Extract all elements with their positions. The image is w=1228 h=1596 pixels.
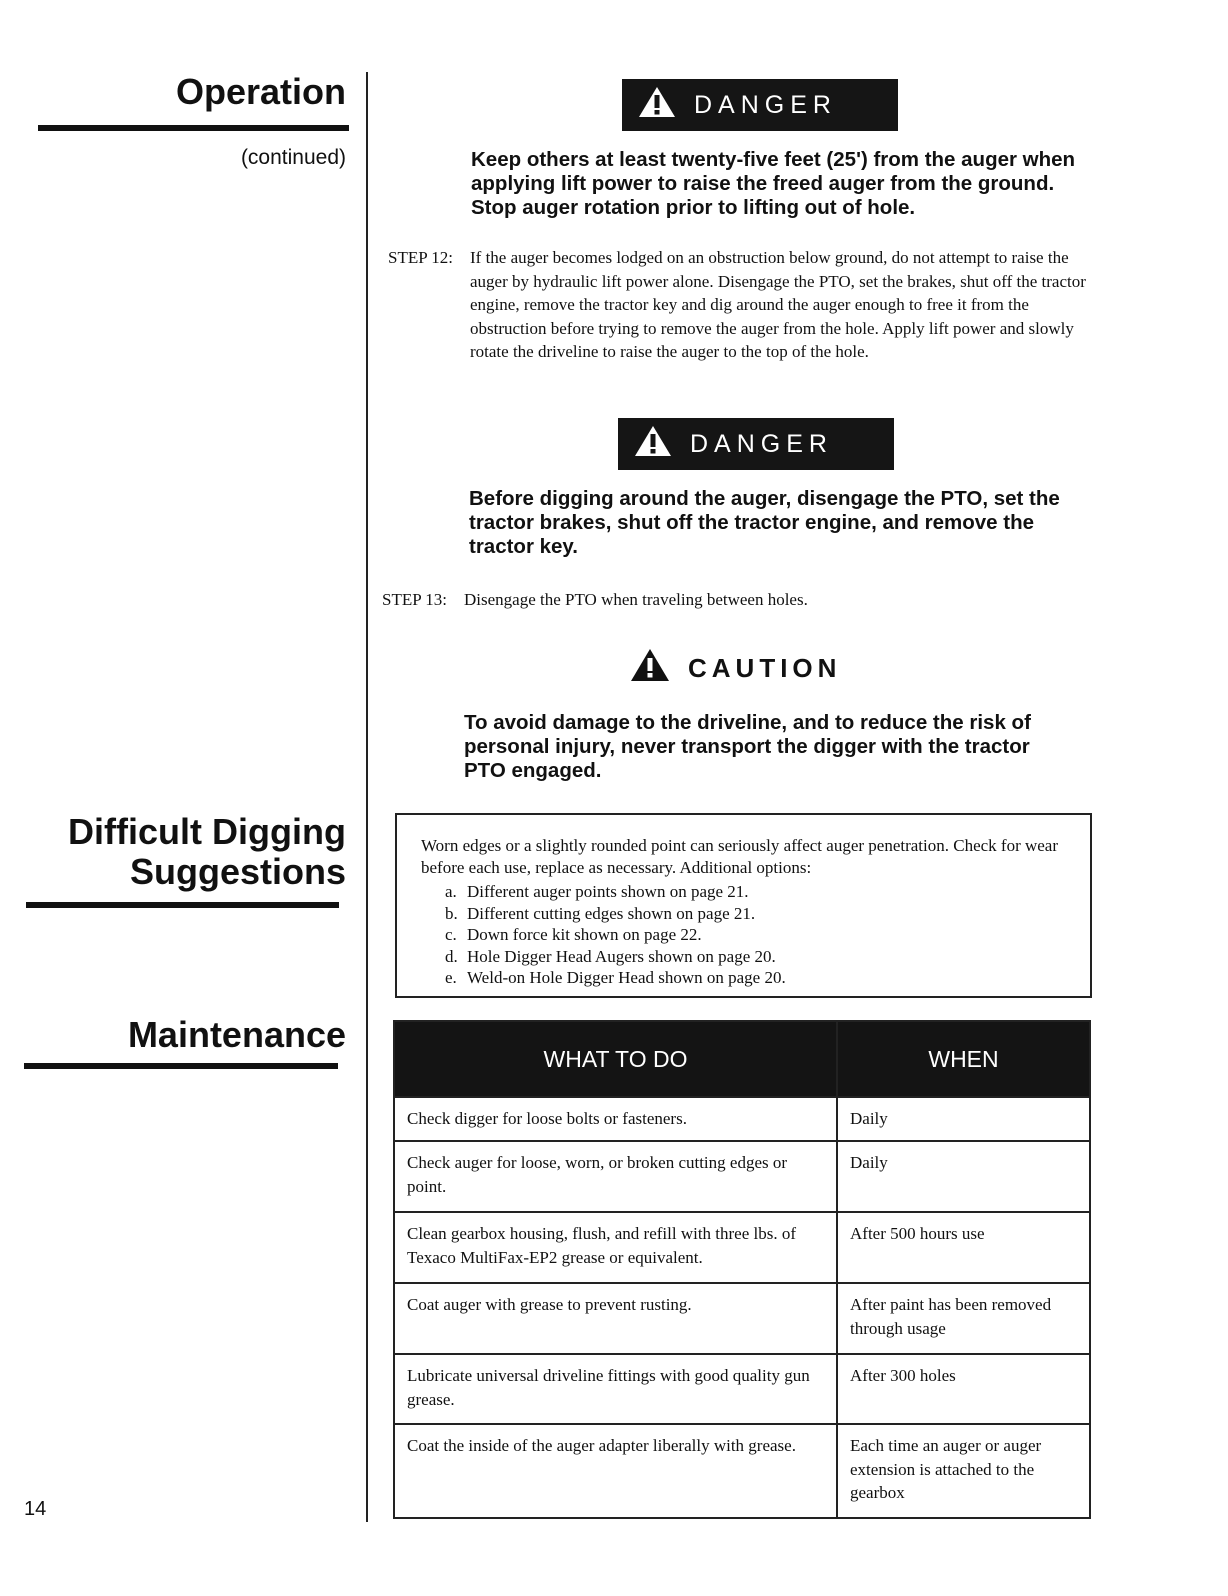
when-cell: Each time an auger or auger extension is attached to the gearbox <box>837 1424 1090 1518</box>
what-cell: Check digger for loose bolts or fasteners. <box>394 1097 837 1141</box>
caution-triangle-icon <box>630 648 670 689</box>
step-13-number: STEP 13: <box>382 590 448 609</box>
what-cell: Coat auger with grease to prevent rusting. <box>394 1283 837 1354</box>
danger-text-2: Before digging around the auger, disengage the PTO, set the tractor brakes, shut off the tractor engine, and remove the tractor key. <box>469 487 1060 558</box>
suggestions-box <box>395 813 1092 998</box>
what-cell: Check auger for loose, worn, or broken cutting edges or point. <box>394 1141 837 1212</box>
list-item: e. Weld-on Hole Digger Head shown on page 20. <box>445 968 786 987</box>
table-row <box>394 1424 1090 1518</box>
step-13-text: Disengage the PTO when traveling between holes. <box>464 590 808 609</box>
what-cell: Clean gearbox housing, flush, and refill with three lbs. of Texaco MultiFax-EP2 grease or equivalent. <box>394 1212 837 1283</box>
danger-label-1: DANGER <box>694 90 837 119</box>
list-item: c. Down force kit shown on page 22. <box>445 925 702 944</box>
difficult-heading-line2: Suggestions <box>129 851 346 893</box>
when-cell: Daily <box>837 1097 1090 1141</box>
danger-text-1: Keep others at least twenty-five feet (25') from the auger when applying lift power to raise the freed auger from the ground. Stop auger rotation prior to lifting out of hole. <box>471 148 1076 219</box>
page-number: 14 <box>24 1498 47 1520</box>
suggestions-list <box>445 881 786 989</box>
table-row <box>394 1354 1090 1424</box>
maintenance-table <box>393 1020 1091 1519</box>
column-header-when: WHEN <box>837 1021 1090 1097</box>
difficult-heading-line1: Difficult Digging <box>68 811 346 852</box>
table-row <box>394 1283 1090 1354</box>
warning-triangle-icon <box>638 86 676 125</box>
maintenance-heading: Maintenance <box>127 1014 346 1055</box>
danger-label-2: DANGER <box>690 429 833 458</box>
operation-subtitle: (continued) <box>240 146 346 169</box>
column-header-what: WHAT TO DO <box>394 1021 837 1097</box>
caution-banner <box>630 648 841 688</box>
table-row <box>394 1212 1090 1283</box>
table-row <box>394 1097 1090 1141</box>
danger-banner-2 <box>618 418 894 470</box>
difficult-digging-heading <box>68 812 346 893</box>
danger-banner-1 <box>622 79 898 131</box>
suggestions-intro: Worn edges or a slightly rounded point can seriously affect auger penetration. Check for wear before each use, replace as necessary. Additional options: <box>421 836 1059 877</box>
what-cell: Lubricate universal driveline fittings with good quality gun grease. <box>394 1354 837 1424</box>
when-cell: After 500 hours use <box>837 1212 1090 1283</box>
column-divider <box>366 72 368 1522</box>
list-item: d. Hole Digger Head Augers shown on page 20. <box>445 946 776 966</box>
when-cell: Daily <box>837 1141 1090 1212</box>
operation-heading: Operation <box>175 71 346 112</box>
difficult-rule <box>26 902 339 908</box>
step-13 <box>382 588 1102 614</box>
step-12-text: If the auger becomes lodged on an obstruction below ground, do not attempt to raise the auger by hydraulic lift power alone. Disengage the PTO, set the brakes, shut off the tractor engine, remove the tractor key and dig around the auger enough to free it from the obstruction before trying to remove the auger from the hole. Apply lift power and slowly rotate the driveline to raise the auger to the top of the hole. <box>470 248 1086 361</box>
step-12-number: STEP 12: <box>388 248 454 267</box>
list-item: b. Different cutting edges shown on page 21. <box>445 903 756 923</box>
list-item: a. Different auger points shown on page 21. <box>445 882 749 901</box>
step-12 <box>388 246 1108 391</box>
what-cell: Coat the inside of the auger adapter liberally with grease. <box>394 1424 837 1518</box>
maintenance-rule <box>24 1063 338 1069</box>
caution-text: To avoid damage to the driveline, and to reduce the risk of personal injury, never transport the digger with the tractor PTO engaged. <box>464 711 1031 782</box>
when-cell: After paint has been removed through usage <box>837 1283 1090 1354</box>
caution-label: CAUTION <box>688 652 842 683</box>
table-row <box>394 1141 1090 1212</box>
when-cell: After 300 holes <box>837 1354 1090 1424</box>
table-header-row <box>394 1021 1090 1097</box>
warning-triangle-icon <box>634 425 672 464</box>
operation-rule <box>38 125 349 131</box>
